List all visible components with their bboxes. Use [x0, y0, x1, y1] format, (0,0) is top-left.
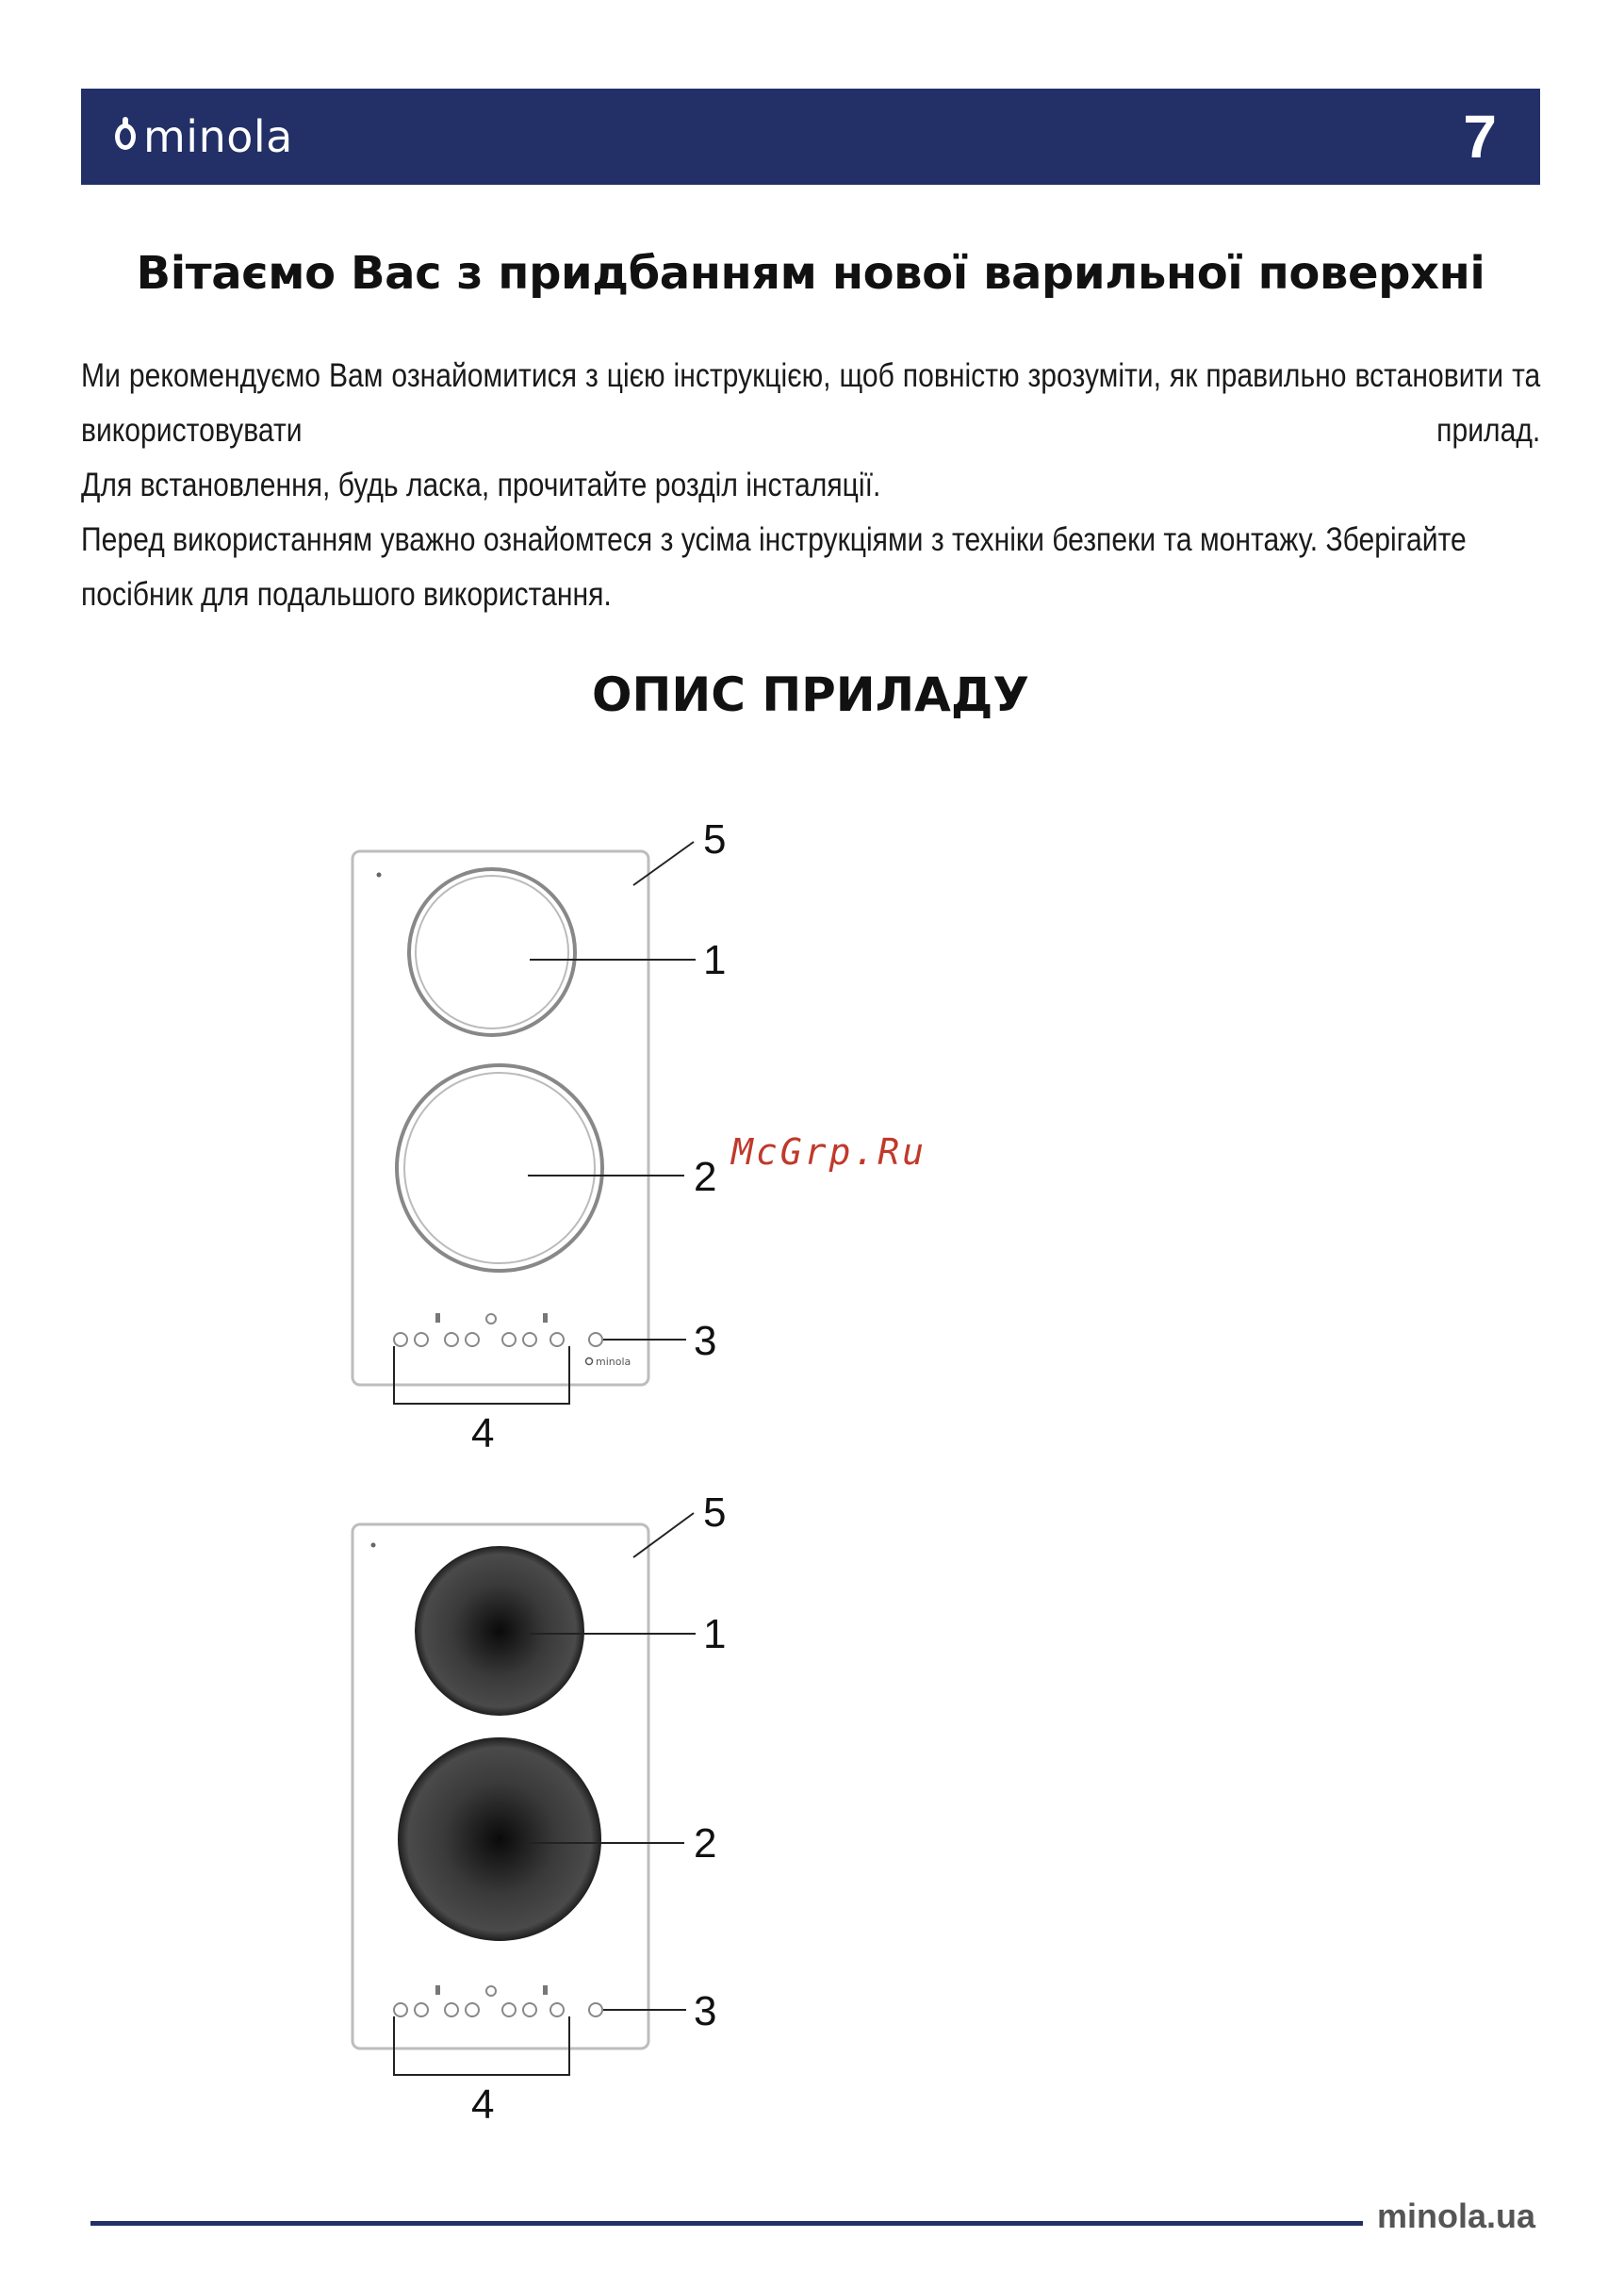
hob-diagram-2-svg — [320, 1475, 848, 2135]
panel-indicator-dot — [377, 873, 382, 878]
brand-name: minola — [143, 111, 293, 162]
zone-indicator-icon — [435, 1313, 440, 1323]
page-title: Вітаємо Вас з придбанням нової варильної поверхні — [136, 247, 1485, 300]
zone-indicator-icon — [435, 1985, 440, 1995]
intro-paragraph-3: Перед використанням уважно ознайомтеся з усіма інструкціями з техніки безпеки та монтажу. Зберігайте посібник для подальшого використання. — [81, 521, 1467, 613]
callout-1: 1 — [703, 1611, 727, 1657]
callout-5: 5 — [703, 1489, 727, 1536]
callout-3: 3 — [694, 1318, 717, 1364]
panel-indicator-dot — [371, 1543, 376, 1548]
panel-brand-text: minola — [596, 1356, 632, 1368]
callout-3: 3 — [694, 1988, 717, 2034]
intro-paragraph-2: Для встановлення, будь ласка, прочитайте розділ інсталяції. — [81, 467, 881, 503]
cooking-zone-2 — [398, 1737, 601, 1941]
brand-logo-icon — [115, 123, 136, 150]
intro-paragraph-1 — [81, 349, 1540, 458]
callout-2: 2 — [694, 1820, 717, 1867]
brand-logo — [115, 109, 293, 164]
footer-divider — [90, 2221, 1363, 2226]
callout-4: 4 — [471, 2081, 495, 2128]
hob-diagram-2 — [320, 1475, 848, 2135]
intro-paragraph-1-text: Ми рекомендуємо Вам ознайомитися з цією інструкцією, щоб повністю зрозуміти, як правильно встановити та використовувати прилад. — [81, 357, 1541, 449]
callout-5: 5 — [703, 816, 727, 863]
footer-url: minola.ua — [1376, 2197, 1535, 2235]
zone-indicator-icon — [543, 1985, 548, 1995]
cooking-zone-1 — [415, 1546, 584, 1716]
header-bar — [81, 89, 1540, 185]
intro-text — [81, 349, 1540, 622]
callout-4: 4 — [471, 1410, 495, 1456]
callout-1: 1 — [703, 937, 727, 983]
callout-2: 2 — [694, 1154, 717, 1200]
zone-indicator-icon — [543, 1313, 548, 1323]
hob-glass-panel — [353, 851, 648, 1385]
section-title: ОПИС ПРИЛАДУ — [592, 667, 1029, 722]
page-number: 7 — [1463, 103, 1497, 171]
watermark: McGrp.Ru — [731, 1131, 927, 1173]
